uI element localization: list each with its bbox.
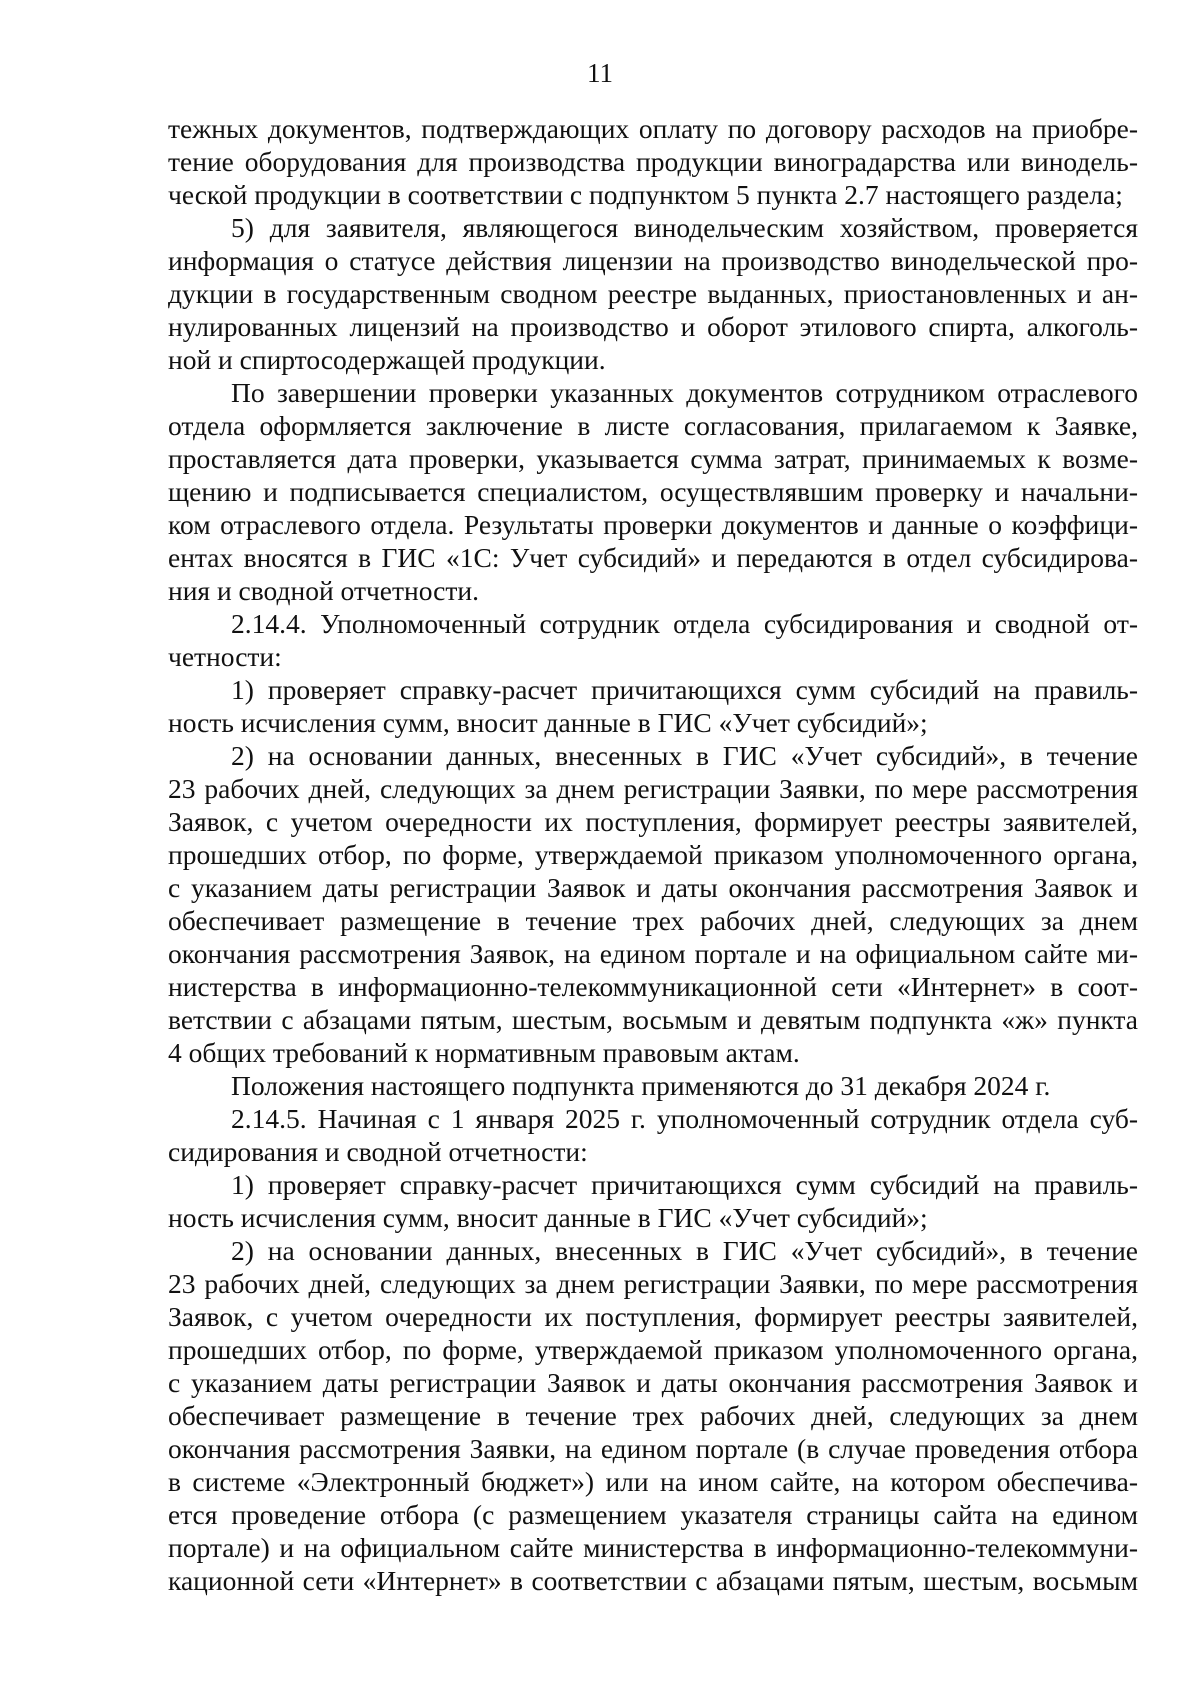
- text-line: 1) проверяет справку-расчет причитающихся сумм субсидий на правиль-: [231, 1169, 1138, 1200]
- text-line: в системе «Электронный бюджет») или на ином сайте, на котором обеспечива-: [168, 1466, 1138, 1497]
- text-line: обеспечивает размещение в течение трех рабочих дней, следующих за днем: [168, 1400, 1138, 1431]
- text-line: информация о статусе действия лицензии на производство винодельческой про-: [168, 245, 1138, 276]
- text-line: 1) проверяет справку-расчет причитающихся сумм субсидий на правиль-: [231, 674, 1138, 705]
- text-line: кационной сети «Интернет» в соответствии с абзацами пятым, шестым, восьмым: [168, 1565, 1138, 1596]
- text-line: ветствии с абзацами пятым, шестым, восьмым и девятым подпункта «ж» пункта: [168, 1004, 1138, 1035]
- text-line: ной и спиртосодержащей продукции.: [168, 344, 606, 375]
- text-line: 2) на основании данных, внесенных в ГИС «Учет субсидий», в течение: [231, 1235, 1138, 1266]
- text-line: щению и подписывается специалистом, осуществлявшим проверку и начальни-: [168, 476, 1138, 507]
- text-line: 23 рабочих дней, следующих за днем регистрации Заявки, по мере рассмотрения: [168, 773, 1138, 804]
- text-line: Положения настоящего подпункта применяются до 31 декабря 2024 г.: [231, 1070, 1051, 1101]
- text-line: с указанием даты регистрации Заявок и даты окончания рассмотрения Заявок и: [168, 1367, 1138, 1398]
- text-line: ность исчисления сумм, вносит данные в ГИС «Учет субсидий»;: [168, 1202, 928, 1233]
- text-line: отдела оформляется заключение в листе согласования, прилагаемом к Заявке,: [168, 410, 1138, 441]
- text-line: ческой продукции в соответствии с подпунктом 5 пункта 2.7 настоящего раздела;: [168, 179, 1123, 210]
- text-line: Заявок, с учетом очередности их поступления, формирует реестры заявителей,: [168, 806, 1138, 837]
- text-line: 23 рабочих дней, следующих за днем регистрации Заявки, по мере рассмотрения: [168, 1268, 1138, 1299]
- text-line: тение оборудования для производства продукции виноградарства или винодель-: [168, 146, 1138, 177]
- text-line: сидирования и сводной отчетности:: [168, 1136, 588, 1167]
- text-line: ентах вносятся в ГИС «1С: Учет субсидий» и передаются в отдел субсидирова-: [168, 542, 1138, 573]
- text-line: ком отраслевого отдела. Результаты проверки документов и данные о коэффици-: [168, 509, 1138, 540]
- text-line: прошедших отбор, по форме, утверждаемой приказом уполномоченного органа,: [168, 1334, 1138, 1365]
- document-body: [168, 112, 1138, 1597]
- text-line: проставляется дата проверки, указывается сумма затрат, принимаемых к возме-: [168, 443, 1138, 474]
- text-line: ния и сводной отчетности.: [168, 575, 479, 606]
- text-line: 2) на основании данных, внесенных в ГИС «Учет субсидий», в течение: [231, 740, 1138, 771]
- text-line: ется проведение отбора (с размещением указателя страницы сайта на едином: [168, 1499, 1138, 1530]
- text-line: портале) и на официальном сайте министерства в информационно-телекоммуни-: [168, 1532, 1138, 1563]
- text-line: окончания рассмотрения Заявок, на едином портале и на официальном сайте ми-: [168, 938, 1138, 969]
- text-line: 4 общих требований к нормативным правовым актам.: [168, 1037, 800, 1068]
- text-line: ность исчисления сумм, вносит данные в ГИС «Учет субсидий»;: [168, 707, 928, 738]
- text-line: четности:: [168, 641, 282, 672]
- text-line: окончания рассмотрения Заявки, на едином портале (в случае проведения отбора: [168, 1433, 1138, 1464]
- text-line: с указанием даты регистрации Заявок и даты окончания рассмотрения Заявок и: [168, 872, 1138, 903]
- text-line: тежных документов, подтверждающих оплату по договору расходов на приобре-: [168, 113, 1138, 144]
- text-line: 2.14.5. Начиная с 1 января 2025 г. уполномоченный сотрудник отдела суб-: [231, 1103, 1138, 1134]
- text-line: нулированных лицензий на производство и оборот этилового спирта, алкоголь-: [168, 311, 1138, 342]
- text-line: 2.14.4. Уполномоченный сотрудник отдела субсидирования и сводной от-: [231, 608, 1138, 639]
- text-line: Заявок, с учетом очередности их поступления, формирует реестры заявителей,: [168, 1301, 1138, 1332]
- text-line: 5) для заявителя, являющегося винодельческим хозяйством, проверяется: [231, 212, 1138, 243]
- text-line: прошедших отбор, по форме, утверждаемой приказом уполномоченного органа,: [168, 839, 1138, 870]
- text-line: дукции в государственным сводном реестре выданных, приостановленных и ан-: [168, 278, 1138, 309]
- page-number: 11: [587, 58, 613, 88]
- text-line: нистерства в информационно-телекоммуникационной сети «Интернет» в соот-: [168, 971, 1138, 1002]
- text-line: По завершении проверки указанных документов сотрудником отраслевого: [231, 377, 1138, 408]
- text-line: обеспечивает размещение в течение трех рабочих дней, следующих за днем: [168, 905, 1138, 936]
